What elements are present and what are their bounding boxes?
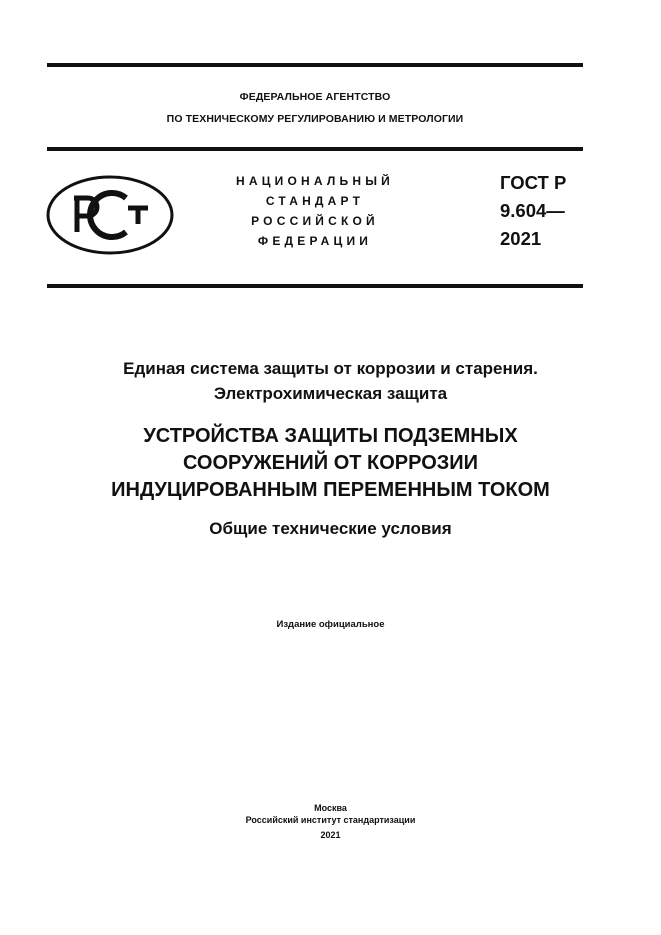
- imprint-year: 2021: [320, 830, 341, 840]
- gost-r-logo-icon: [44, 174, 176, 256]
- title-divider: [47, 284, 583, 288]
- national-line-3: РОССИЙСКОЙ: [251, 214, 379, 228]
- standard-designation-line-1: ГОСТ Р: [500, 172, 567, 193]
- agency-line-2: ПО ТЕХНИЧЕСКОМУ РЕГУЛИРОВАНИЮ И МЕТРОЛОГИИ: [166, 113, 464, 125]
- header-divider: [47, 147, 583, 151]
- agency-line-1: ФЕДЕРАЛЬНОЕ АГЕНТСТВО: [239, 91, 391, 103]
- national-line-2: СТАНДАРТ: [265, 194, 365, 208]
- series-line-1: Единая система защиты от коррозии и старения.: [123, 359, 538, 378]
- main-title-line-2: СООРУЖЕНИЙ ОТ КОРРОЗИИ: [182, 452, 479, 474]
- imprint-city: Москва: [314, 803, 347, 813]
- edition-label: Издание официальное: [276, 619, 385, 630]
- main-title-line-1: УСТРОЙСТВА ЗАЩИТЫ ПОДЗЕМНЫХ: [143, 425, 518, 447]
- top-divider: [47, 63, 583, 67]
- document-subtitle: Общие технические условия: [209, 519, 452, 538]
- imprint-publisher: Российский институт стандартизации: [245, 815, 416, 825]
- national-line-1: НАЦИОНАЛЬНЫЙ: [235, 174, 395, 188]
- standard-designation-line-3: 2021: [500, 228, 542, 249]
- standard-designation-line-2: 9.604—: [500, 200, 565, 221]
- series-line-2: Электрохимическая защита: [213, 384, 448, 403]
- national-line-4: ФЕДЕРАЦИИ: [257, 234, 373, 248]
- main-title-line-3: ИНДУЦИРОВАННЫМ ПЕРЕМЕННЫМ ТОКОМ: [111, 479, 550, 501]
